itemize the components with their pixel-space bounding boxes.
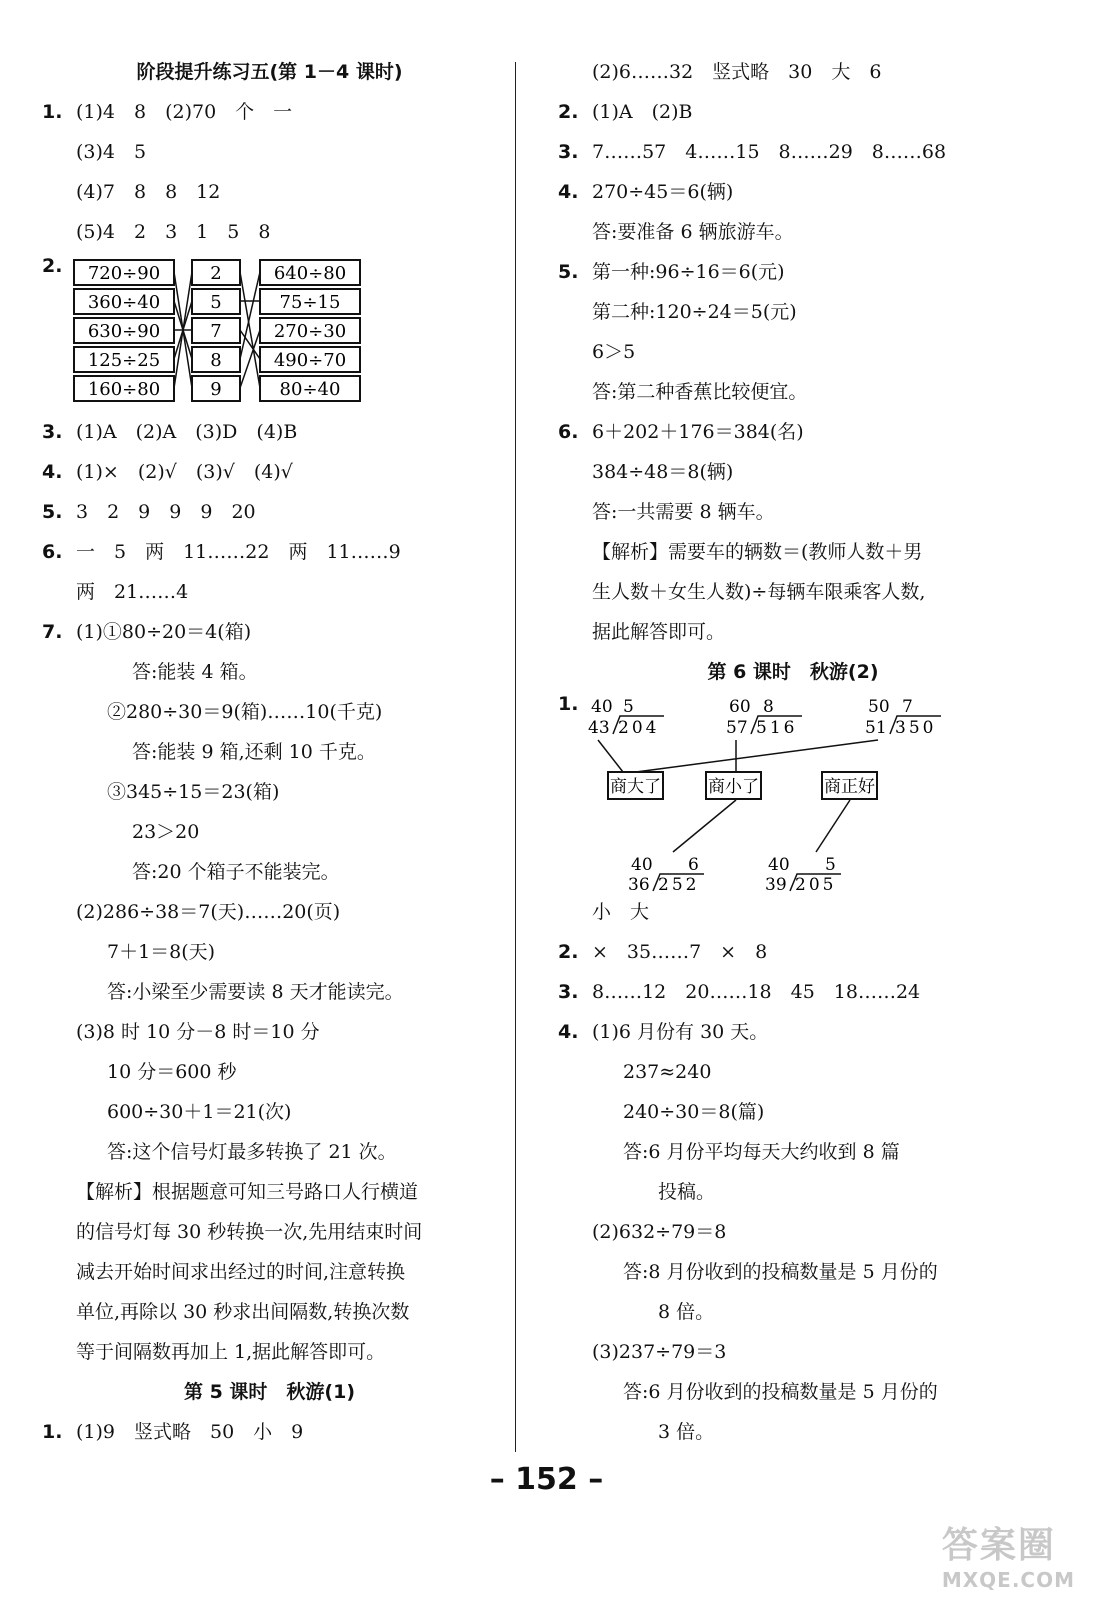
left-box-1: 720÷90 xyxy=(87,263,161,284)
right-box-3: 270÷30 xyxy=(273,321,347,342)
svg-text:57: 57 xyxy=(726,718,748,738)
svg-text:204: 204 xyxy=(618,718,660,738)
q7-answer-13: 600÷30＋1＝21(次) xyxy=(107,1101,292,1123)
q7-line-11 xyxy=(42,1012,497,1052)
r-q5-answer-3: 6＞5 xyxy=(592,341,636,363)
analysis-line-1 xyxy=(42,1172,497,1212)
l6-q4-answer-2: 237≈240 xyxy=(623,1061,712,1083)
watermark-main: 答案圈 xyxy=(941,1525,1056,1566)
r-q3 xyxy=(558,132,1028,172)
q7-answer-3: ②280÷30＝9(箱)……10(千克) xyxy=(107,701,383,723)
l6-q4-line-8 xyxy=(558,1292,1028,1332)
l6-q4-line-3 xyxy=(558,1092,1028,1132)
l6-q4-line-4 xyxy=(558,1132,1028,1172)
q7-line-5 xyxy=(42,772,497,812)
left-expression-boxes xyxy=(74,260,174,401)
l6-q4-answer-10: 答:6 月份收到的投稿数量是 5 月份的 xyxy=(623,1381,938,1403)
l6-q4-line-7 xyxy=(558,1252,1028,1292)
svg-text:40: 40 xyxy=(591,697,613,717)
q6-number: 6. xyxy=(42,541,63,563)
division-1 xyxy=(588,697,664,738)
q2-matching xyxy=(42,252,497,412)
q7-answer-10: 答:小梁至少需要读 8 天才能读完。 xyxy=(107,981,404,1003)
r-q5-answer-4: 答:第二种香蕉比较便宜。 xyxy=(592,381,808,403)
q3-answer: (1)A (2)A (3)D (4)B xyxy=(76,421,298,443)
lesson6-title: 第 6 课时 秋游(2) xyxy=(707,661,879,683)
q6-line-1 xyxy=(42,532,497,572)
q1-line-4 xyxy=(42,212,497,252)
mid-box-4: 8 xyxy=(210,350,222,371)
r-q5-number: 5. xyxy=(558,261,579,283)
q7-answer-1: (1)①80÷20＝4(箱) xyxy=(76,621,252,643)
watermark-logo xyxy=(942,1517,1075,1592)
l6-q4-line-1 xyxy=(558,1012,1028,1052)
q7-line-10 xyxy=(42,972,497,1012)
analysis-text-1: 【解析】根据题意可知三号路口人行横道 xyxy=(76,1181,419,1203)
r-q5-answer-1: 第一种:96÷16＝6(元) xyxy=(592,261,785,283)
l6-q3-answer: 8……12 20……18 45 18……24 xyxy=(592,981,921,1003)
q7-answer-11: (3)8 时 10 分－8 时＝10 分 xyxy=(76,1021,320,1043)
l6-q1-answer-line xyxy=(558,892,1028,932)
division-diagram xyxy=(588,692,1008,892)
l6-q4-answer-1: (1)6 月份有 30 天。 xyxy=(592,1021,769,1043)
l6-q1-diagram xyxy=(558,692,1028,892)
r-q4-line-2 xyxy=(558,212,1028,252)
q6-answer-1: 一 5 两 11……22 两 11……9 xyxy=(76,541,401,563)
r-q6-analysis-2 xyxy=(558,572,1028,612)
l6-q4-answer-3: 240÷30＝8(篇) xyxy=(623,1101,765,1123)
analysis-line-2 xyxy=(42,1212,497,1252)
q1-number: 1. xyxy=(42,101,63,123)
right-box-1: 640÷80 xyxy=(273,263,347,284)
l6-q4-answer-5: 投稿。 xyxy=(658,1181,716,1203)
q7-line-12 xyxy=(42,1052,497,1092)
l6-q1-number: 1. xyxy=(558,693,579,715)
section-title: 阶段提升练习五(第 1－4 课时) xyxy=(136,61,403,83)
svg-text:252: 252 xyxy=(658,875,700,892)
left-box-5: 160÷80 xyxy=(87,379,161,400)
r-q6-answer-3: 答:一共需要 8 辆车。 xyxy=(592,501,775,523)
q1-answer-4: (5)4 2 3 1 5 8 xyxy=(76,221,271,243)
l6-q4-answer-6: (2)632÷79＝8 xyxy=(592,1221,727,1243)
q7-line-13 xyxy=(42,1092,497,1132)
l6-q4-answer-9: (3)237÷79＝3 xyxy=(592,1341,727,1363)
r-q6-answer-2: 384÷48＝8(辆) xyxy=(592,461,734,483)
q6-line-2 xyxy=(42,572,497,612)
analysis-text-5: 等于间隔数再加上 1,据此解答即可。 xyxy=(76,1341,386,1363)
l6-q4-answer-7: 答:8 月份收到的投稿数量是 5 月份的 xyxy=(623,1261,938,1283)
svg-text:50: 50 xyxy=(868,697,890,717)
svg-text:36: 36 xyxy=(628,875,650,892)
r-q4-line-1 xyxy=(558,172,1028,212)
l6-q4-number: 4. xyxy=(558,1021,579,1043)
analysis-text-4: 单位,再除以 30 秒求出间隔数,转换次数 xyxy=(76,1301,410,1323)
r-q2-number: 2. xyxy=(558,101,579,123)
r-q6-analysis-1 xyxy=(558,532,1028,572)
r-q5-answer-2: 第二种:120÷24＝5(元) xyxy=(592,301,797,323)
q7-line-3 xyxy=(42,692,497,732)
svg-text:5: 5 xyxy=(825,855,836,875)
r-q5-line-2 xyxy=(558,292,1028,332)
lower-division-1 xyxy=(628,855,704,892)
right-box-2: 75÷15 xyxy=(279,292,341,313)
q1-line-1 xyxy=(42,92,497,132)
left-box-2: 360÷40 xyxy=(87,292,161,313)
q4-answer: (1)× (2)√ (3)√ (4)√ xyxy=(76,461,293,483)
l6-q2 xyxy=(558,932,1028,972)
l6-q4-line-9 xyxy=(558,1332,1028,1372)
r-q4-number: 4. xyxy=(558,181,579,203)
analysis-text-2: 的信号灯每 30 秒转换一次,先用结束时间 xyxy=(76,1221,423,1243)
r-q4-answer-2: 答:要准备 6 辆旅游车。 xyxy=(592,221,794,243)
q7-line-2 xyxy=(42,652,497,692)
q1-answer-2: (3)4 5 xyxy=(76,141,147,163)
r-q6-line-3 xyxy=(558,492,1028,532)
q5-answer: 3 2 9 9 9 20 xyxy=(76,501,256,523)
q7-number: 7. xyxy=(42,621,63,643)
lesson5-title: 第 5 课时 秋游(1) xyxy=(183,1381,356,1403)
r-q2-answer: (1)A (2)B xyxy=(592,101,693,123)
analysis-line-5 xyxy=(42,1332,497,1372)
middle-number-boxes xyxy=(192,260,240,401)
svg-text:40: 40 xyxy=(631,855,653,875)
l5-q1-cont xyxy=(558,52,1028,92)
q7-answer-12: 10 分＝600 秒 xyxy=(107,1061,237,1083)
l6-q4-line-11 xyxy=(558,1412,1028,1452)
l6-q4-line-10 xyxy=(558,1372,1028,1412)
q4 xyxy=(42,452,497,492)
q7-line-6 xyxy=(42,812,497,852)
svg-text:205: 205 xyxy=(795,875,837,892)
mid-box-5: 9 xyxy=(210,379,222,400)
r-q6-analysis-text-3: 据此解答即可。 xyxy=(592,621,726,643)
q7-answer-4: 答:能装 9 箱,还剩 10 千克。 xyxy=(132,741,376,763)
r-q6-analysis-text-2: 生人数＋女生人数)÷每辆车限乘客人数, xyxy=(592,581,926,603)
q7-line-1 xyxy=(42,612,497,652)
q2-number: 2. xyxy=(42,255,63,277)
q5 xyxy=(42,492,497,532)
division-2 xyxy=(726,697,802,738)
q7-line-14 xyxy=(42,1132,497,1172)
q6-answer-2: 两 21……4 xyxy=(76,581,189,603)
q7-line-7 xyxy=(42,852,497,892)
l6-q3-number: 3. xyxy=(558,981,579,1003)
r-q3-answer: 7……57 4……15 8……29 8……68 xyxy=(592,141,947,163)
q1-answer-1: (1)4 8 (2)70 个 一 xyxy=(76,101,293,123)
r-q6-line-2 xyxy=(558,452,1028,492)
l6-q4-answer-8: 8 倍。 xyxy=(658,1301,715,1323)
r-q6-answer-1: 6＋202＋176＝384(名) xyxy=(592,421,804,443)
label-boxes xyxy=(608,772,877,799)
svg-text:8: 8 xyxy=(763,697,774,717)
r-q6-analysis-text-1: 【解析】需要车的辆数＝(教师人数＋男 xyxy=(592,541,923,563)
q7-answer-7: 答:20 个箱子不能装完。 xyxy=(132,861,340,883)
left-column xyxy=(42,52,497,1452)
l5-q1-answer: (1)9 竖式略 50 小 9 xyxy=(76,1421,304,1443)
right-box-5: 80÷40 xyxy=(279,379,341,400)
l6-q4-answer-4: 答:6 月份平均每天大约收到 8 篇 xyxy=(623,1141,900,1163)
q7-answer-8: (2)286÷38＝7(天)……20(页) xyxy=(76,901,341,923)
right-expression-boxes xyxy=(260,260,360,401)
l5-q1-number: 1. xyxy=(42,1421,63,1443)
svg-text:350: 350 xyxy=(895,718,937,738)
q4-number: 4. xyxy=(42,461,63,483)
r-q4-answer-1: 270÷45＝6(辆) xyxy=(592,181,734,203)
lower-division-2 xyxy=(765,855,841,892)
left-box-4: 125÷25 xyxy=(87,350,161,371)
q7-line-4 xyxy=(42,732,497,772)
l6-q4-line-5 xyxy=(558,1172,1028,1212)
q7-answer-5: ③345÷15＝23(箱) xyxy=(107,781,280,803)
mid-box-3: 7 xyxy=(210,321,222,342)
column-divider xyxy=(515,62,516,1452)
r-q3-number: 3. xyxy=(558,141,579,163)
r-q6-analysis-3 xyxy=(558,612,1028,652)
l5-q1-answer-2: (2)6……32 竖式略 30 大 6 xyxy=(592,61,882,83)
r-q2 xyxy=(558,92,1028,132)
l6-q3 xyxy=(558,972,1028,1012)
page-number: – 152 – xyxy=(489,1462,604,1497)
l6-q4-line-2 xyxy=(558,1052,1028,1092)
svg-text:516: 516 xyxy=(756,718,798,738)
label-too-small: 商小了 xyxy=(708,777,759,797)
left-box-3: 630÷90 xyxy=(87,321,161,342)
svg-text:7: 7 xyxy=(902,697,913,717)
l6-q2-answer: × 35……7 × 8 xyxy=(592,941,768,963)
q1-line-3 xyxy=(42,172,497,212)
mid-box-1: 2 xyxy=(210,263,222,284)
svg-text:51: 51 xyxy=(865,718,887,738)
label-just-right: 商正好 xyxy=(824,777,875,797)
r-q6-number: 6. xyxy=(558,421,579,443)
svg-text:5: 5 xyxy=(623,697,634,717)
q7-answer-2: 答:能装 4 箱。 xyxy=(132,661,258,683)
analysis-text-3: 减去开始时间求出经过的时间,注意转换 xyxy=(76,1261,406,1283)
mid-box-2: 5 xyxy=(210,292,222,313)
svg-text:6: 6 xyxy=(688,855,699,875)
division-3 xyxy=(865,697,941,738)
r-q6-line-1 xyxy=(558,412,1028,452)
q5-number: 5. xyxy=(42,501,63,523)
q7-answer-14: 答:这个信号灯最多转换了 21 次。 xyxy=(107,1141,397,1163)
l6-q4-answer-11: 3 倍。 xyxy=(658,1421,715,1443)
l6-q2-number: 2. xyxy=(558,941,579,963)
right-column xyxy=(558,52,1028,1452)
q1-line-2 xyxy=(42,132,497,172)
r-q5-line-1 xyxy=(558,252,1028,292)
r-q5-line-4 xyxy=(558,372,1028,412)
q1-answer-3: (4)7 8 8 12 xyxy=(76,181,221,203)
l6-q1-answer: 小 大 xyxy=(592,901,650,923)
q7-line-8 xyxy=(42,892,497,932)
q7-answer-9: 7＋1＝8(天) xyxy=(107,941,216,963)
q7-answer-6: 23＞20 xyxy=(132,821,200,843)
label-too-big: 商大了 xyxy=(610,777,661,797)
l6-q4-line-6 xyxy=(558,1212,1028,1252)
svg-text:60: 60 xyxy=(729,697,751,717)
analysis-line-3 xyxy=(42,1252,497,1292)
svg-text:39: 39 xyxy=(765,875,787,892)
analysis-line-4 xyxy=(42,1292,497,1332)
q7-line-9 xyxy=(42,932,497,972)
l5-q1 xyxy=(42,1412,497,1452)
r-q5-line-3 xyxy=(558,332,1028,372)
svg-text:43: 43 xyxy=(588,718,610,738)
q3 xyxy=(42,412,497,452)
watermark-url: MXQE.COM xyxy=(941,1568,1075,1592)
svg-text:40: 40 xyxy=(768,855,790,875)
matching-diagram xyxy=(72,258,402,408)
q3-number: 3. xyxy=(42,421,63,443)
right-box-4: 490÷70 xyxy=(273,350,347,371)
